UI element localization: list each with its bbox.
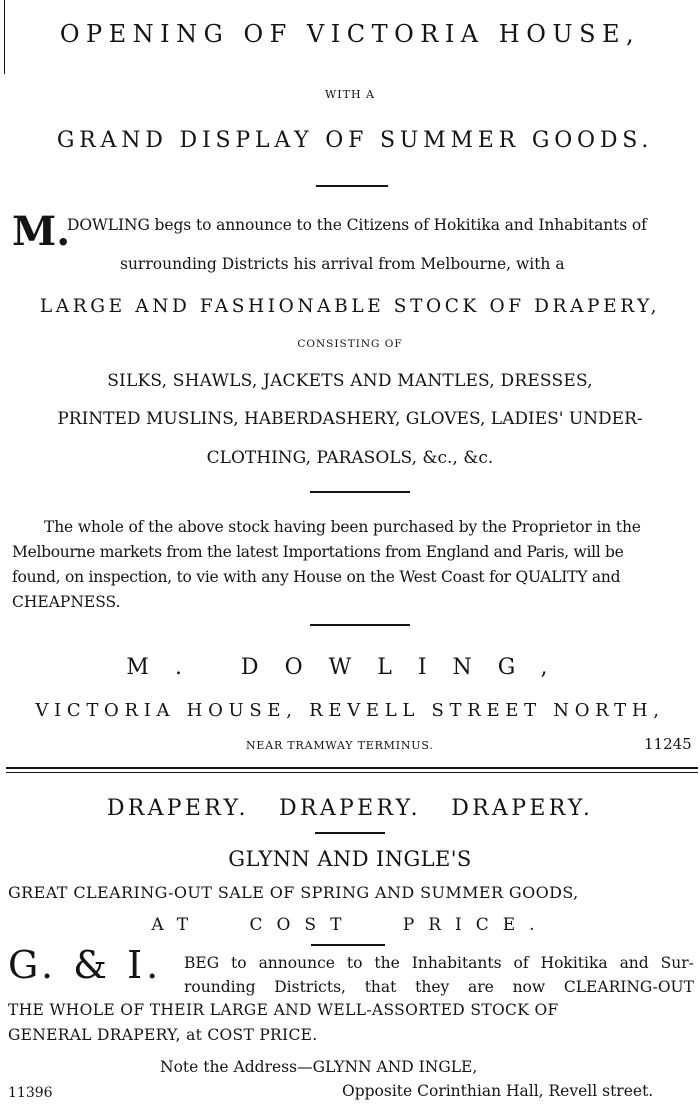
word: CLEARING-OUT	[563, 978, 694, 996]
section-rule	[316, 185, 388, 187]
word: Sur-	[660, 954, 694, 972]
separator-rule	[6, 772, 698, 773]
initials: G. & I.	[8, 943, 163, 987]
items-line: SILKS, SHAWLS, JACKETS AND MANTLES, DRESSES,	[107, 371, 593, 391]
intro-line: DOWLING begs to announce to the Citizens of Hokitika and Inhabitants of	[67, 216, 647, 234]
word: to	[346, 954, 363, 972]
word: of	[513, 954, 529, 972]
word: are	[468, 978, 494, 996]
word: BEG	[184, 954, 220, 972]
word: now	[512, 978, 546, 996]
items-line: PRINTED MUSLINS, HABERDASHERY, GLOVES, LADIES' UNDER-	[57, 409, 643, 429]
word: they	[415, 978, 450, 996]
ad-number: 11396	[8, 1085, 53, 1101]
paragraph-line: Melbourne markets from the latest Importations from England and Paris, will be	[12, 543, 624, 561]
ad-title: OPENING OF VICTORIA HOUSE,	[59, 20, 641, 48]
ad-number: 11245	[644, 735, 692, 753]
body-line	[184, 978, 694, 996]
paragraph-line: CHEAPNESS.	[12, 593, 121, 611]
word: the	[374, 954, 400, 972]
sale-heading: GREAT CLEARING-OUT SALE OF SPRING AND SUMMER GOODS,	[8, 883, 579, 902]
drop-cap-initial: M.	[12, 208, 71, 255]
section-rule	[315, 832, 385, 834]
word: Districts,	[274, 978, 346, 996]
stock-heading: LARGE AND FASHIONABLE STOCK OF DRAPERY,	[39, 296, 661, 317]
drapery-heading: DRAPERY. DRAPERY. DRAPERY.	[106, 796, 594, 821]
section-rule	[310, 624, 410, 626]
at-cost-line: AT COST PRICE.	[151, 915, 549, 935]
address-line: VICTORIA HOUSE, REVELL STREET NORTH,	[35, 700, 665, 721]
word: to	[231, 954, 247, 972]
word: rounding	[184, 978, 256, 996]
body-line: GENERAL DRAPERY, at COST PRICE.	[8, 1026, 318, 1044]
consisting-of-line: CONSISTING OF	[297, 338, 403, 350]
word: that	[364, 978, 397, 996]
address-note: Note the Address—GLYNN AND INGLE,	[160, 1058, 478, 1076]
body-line-caps: THE WHOLE OF THEIR LARGE AND WELL-ASSORTED STOCK OF	[8, 1001, 559, 1019]
location-line: Opposite Corinthian Hall, Revell street.	[342, 1082, 654, 1100]
paragraph-line: The whole of the above stock having been purchased by the Proprietor in the	[44, 518, 641, 536]
paragraph-line: found, on inspection, to vie with any House on the West Coast for QUALITY and	[12, 568, 621, 586]
signature-line: M. DOWLING,	[126, 655, 574, 680]
with-a-line: WITH A	[324, 88, 376, 101]
word: Inhabitants	[411, 954, 502, 972]
section-rule	[311, 944, 385, 946]
section-rule	[310, 491, 410, 493]
ad-subtitle: GRAND DISPLAY OF SUMMER GOODS.	[56, 128, 654, 153]
separator-rule	[6, 767, 698, 769]
firm-name: GLYNN AND INGLE'S	[228, 847, 472, 871]
intro-line: surrounding Districts his arrival from Melbourne, with a	[120, 255, 565, 273]
items-line: CLOTHING, PARASOLS, &c., &c.	[206, 448, 494, 468]
word: announce	[258, 954, 335, 972]
body-line	[184, 954, 694, 972]
word: Hokitika	[540, 954, 608, 972]
near-line: NEAR TRAMWAY TERMINUS.	[246, 739, 434, 752]
word: and	[619, 954, 649, 972]
